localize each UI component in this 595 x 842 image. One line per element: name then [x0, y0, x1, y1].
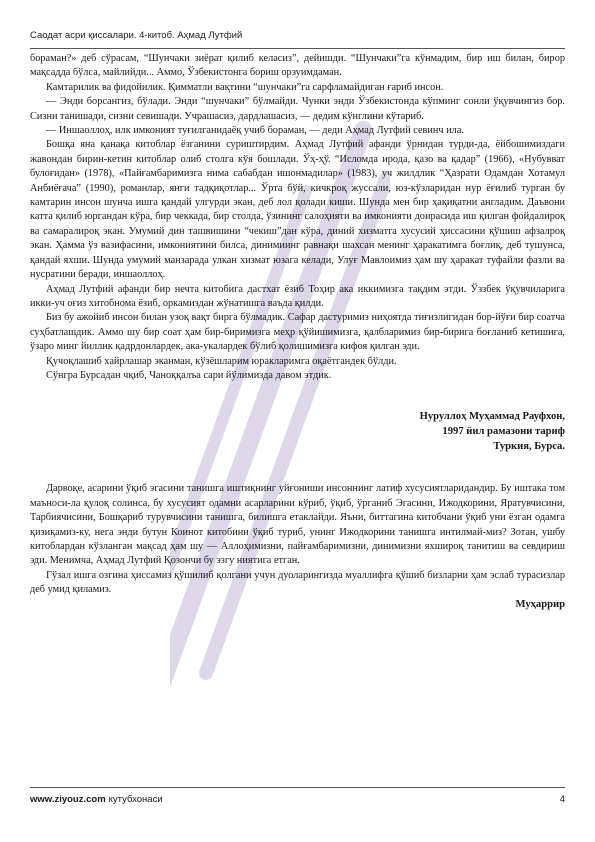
- paragraph: Биз бу ажойиб инсон билан узоқ вақт бирга бўлмадик. Сафар дастуримиз ниҳоятда тиғизлигидан бор-йўғи бир соатча суҳбатлашдик. Аммо шу бир соат ҳам бир-биримизга меҳр қўйишимизга, қалбларимиз бир-бирига боғланиб кетишига, ўзаро минг йиллик қадрдонлардек, ака-укалардек бўлиб қолишимизга кифоя қилган эди.: [30, 312, 565, 353]
- header-divider: [30, 48, 565, 49]
- footer-divider: [30, 787, 565, 788]
- page-footer: [30, 794, 565, 805]
- paragraph: Бошқа яна қанақа китоблар ёзганини суриштирдим. Аҳмад Лутфий афанди ўрнидан турди-да, ёйбошимиздаги жавондан бирин-кетин китоблар олиб столга кўя бошлади. Ўҳ-ҳў. “Исломда ирода, қазо ва қадар” (1966), «Нубувват булоғидан» (1978), «Пайғамбаримизга нима сабабдан ишонмадилар» (1983), уч жилдлик “Ҳазрати Одамдан Хотамул Анбиёғача” (1990), романлар, янги тадқиқотлар... Ўрта бўй, кичкроқ жуссали, юз-кўзларидан нур ёғилиб турган бу камтарин инсон шунча ишга қандай улгурди экан, деб лол қолади киши. Шунда мен бир ҳақиқатни англадим. Даъвони катта қилиб юргандан кўра, бир чеккада, бир столда, ўзининг салоҳияти ва имконияти доирасида иш қилган фойдалироқ ва самаралироқ экан. Умумий дин ташвишини “чекиш”дан кўра, диний хизматга хусусий ҳиссасини қўшиш афзалроқ экан. Ҳамма ўз вазифасини, имкониятини билса, динимиинг равнақи шахсан менинг ҳаракатимга боғлиқ, деб тушунса, қандай яхши. Шунда умумий манзарада улкан хизмат юзага келади, Улуғ Мавлоимиз ҳам шу ҳаракат туфайли фазли ва нусратини беради, иншаоллоҳ.: [30, 139, 565, 281]
- paragraph: Сўнгра Бурсадан чқиб, Чаноққалъа сари йўлимизда давом этдик.: [46, 369, 332, 381]
- paragraph: Қучоқлашиб хайрлашар эканман, кўзёшларим юракларимга оқаётгандек бўлди.: [46, 355, 397, 367]
- paragraph: — Иншаоллоҳ, илк имконият туғилганидаёқ учиб бораман, — деди Аҳмад Лутфий севинч ила.: [46, 125, 464, 137]
- signature-date: 1997 йил рамазони тариф: [442, 426, 565, 438]
- paragraph: Камтарилик ва фидойилик. Қимматли вақтини “шунчаки”га сарфламайдиган ғариб инсон.: [46, 81, 444, 93]
- editor-signature: Муҳаррир: [515, 598, 565, 610]
- footer-site-link[interactable]: www.ziyouz.com: [30, 794, 106, 805]
- running-header: [30, 30, 565, 41]
- paragraph: борамaн?» деб сўрасам, “Шунчаки зиёрат қилиб келасиз”, дейишди. “Шунчаки”га кўнмадим, бир иш билан, бирор мақсадда бўлса, майлийди... Аммо, Ўзбекистонга бориш орзуимдаман.: [30, 53, 565, 79]
- page-number: 4: [559, 794, 565, 805]
- paragraph: Аҳмад Лутфий афанди бир нечта китобига дастхат ёзиб Тоҳир ака иккимизга тақдим этди. Ўззбек ўқувчиларига икки-уч оғиз хитобнома ёзиб, оркамиздан жўнатишга ваъда қилди.: [30, 283, 565, 309]
- running-title: Саодат асри қиссалари. 4-китоб. Аҳмад Лутфий: [30, 30, 243, 41]
- page-content: [30, 52, 565, 612]
- paragraph: — Энди борсангиз, бўлади. Энди “шунчаки” бўлмайди. Чунки энди Ўзбекистонда кўпминг сонли ўқувчингиз бор. Сизни танишади, сизни севишади. Учрашасиз, дардлашасиз, — дедим кўнглини кўтариб.: [30, 96, 565, 122]
- footer-library-label: кутубхонаси: [108, 794, 163, 805]
- paragraph: Гўзал ишга озгина ҳиссамиз қўшилиб қолгани учун дуоларингизда муаллифга қўшиб бизларни ҳам эслаб турасизлар деб умид қиламиз.: [30, 569, 565, 596]
- signature-name: Нуруллоҳ Муҳаммад Рауфхон,: [419, 411, 565, 423]
- signature-place: Туркия, Бурса.: [493, 441, 565, 453]
- paragraph: Дарвоқе, асарини ўқиб эгасини танишга иштиқнинг уйғониши инсоннинг латиф хусусиятларидандир. Бу иштака том маъноси-ла қулоқ солинса, бу хусусият одамни асарларини кўриб, ўқиб, ўрганиб Эгасини, Ижодкорини, Яратувчисини, Тарбиячисини, Бошқариб турувчисини танишга, билишга етаклайди. Яъни, биттагина китобчани ўқиб уни ёзган одамга қизиқамиз-ку, нега энди бутун Коинот китобини ўқиб туриб, унинг Ижодкорини танишга интилмай-миз? Зотан, ушбу китоблардан кўзланган мақсад ҳам шу — Аллоҳимизни, пайғамбаримизни, динимизни яхшироқ танитиш ва севдириш эди. Менимча, Аҳмад Лутфий Қозончи бу эзгу ниятига етган.: [30, 483, 565, 567]
